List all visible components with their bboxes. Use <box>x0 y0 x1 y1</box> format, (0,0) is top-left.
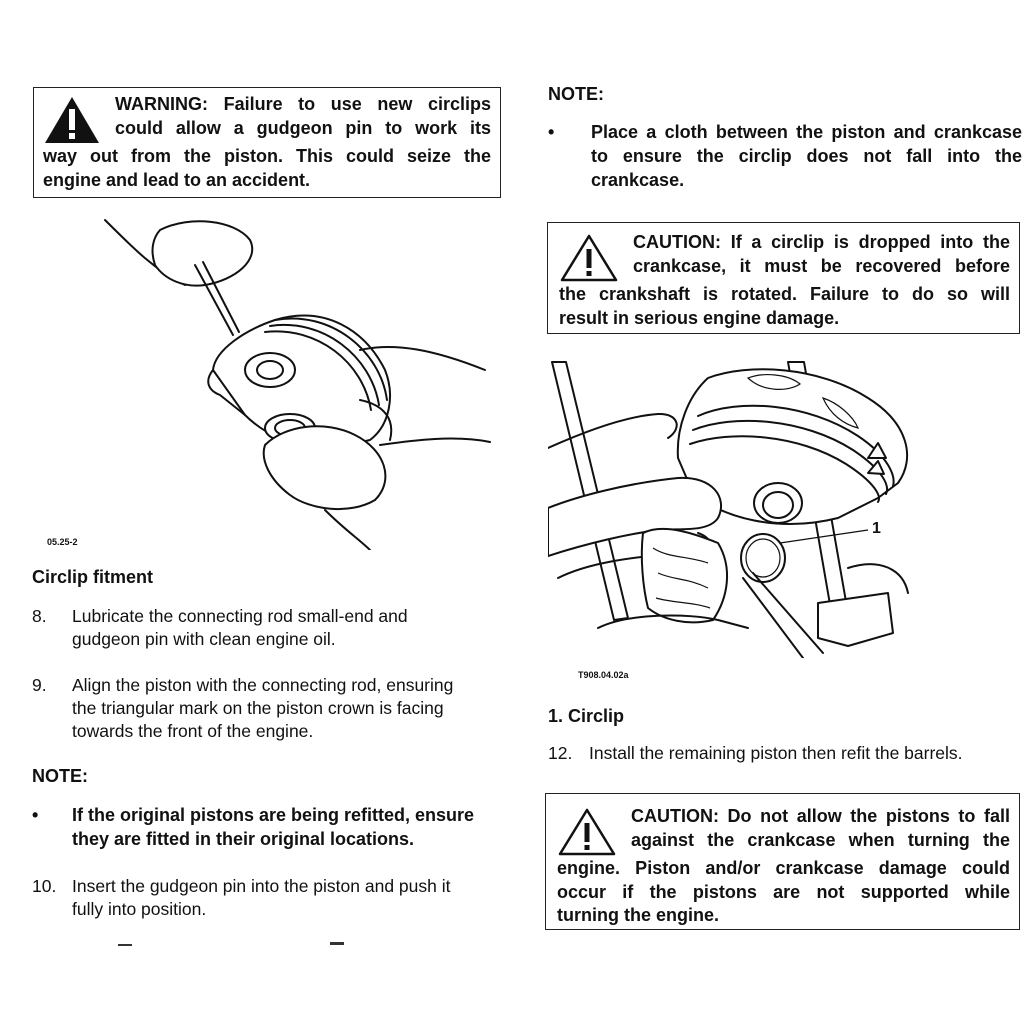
figure2-legend: 1. Circlip <box>548 706 625 726</box>
step-8-line-2: gudgeon pin with clean engine oil. <box>72 629 336 649</box>
caution1-line-1: CAUTION: If a circlip is dropped into the <box>633 232 1010 252</box>
step-9-line-3: towards the front of the engine. <box>72 721 314 741</box>
right-note-line-2: to ensure the circlip does not fall into the <box>591 146 1022 166</box>
scan-mark <box>118 944 132 946</box>
step-9 <box>32 674 502 746</box>
left-note-heading: NOTE: <box>32 766 88 786</box>
step-8-line-1: Lubricate the connecting rod small-end and <box>72 606 408 626</box>
section-title: Circlip fitment <box>32 567 154 587</box>
caution-triangle-icon <box>559 233 619 283</box>
caution2-line-5: turning the engine. <box>557 905 719 925</box>
caution2-line-2: against the crankcase when turning the <box>631 829 1010 850</box>
step-12 <box>548 742 1018 767</box>
scan-mark <box>330 942 344 945</box>
circlip-fitment-illustration <box>95 210 505 550</box>
caution1-line-4: result in serious engine damage. <box>559 307 840 328</box>
right-note-heading: NOTE: <box>548 84 604 104</box>
warning-triangle-icon <box>43 95 101 145</box>
step-8 <box>32 605 502 655</box>
caution2-line-4: occur if the pistons are not supported while <box>557 881 1010 902</box>
step-9-number: 9. <box>32 675 47 695</box>
step-10-line-1: Insert the gudgeon pin into the piston and push it <box>72 876 451 896</box>
left-note-line-1: If the original pistons are being refitted, ensure <box>72 805 475 825</box>
caution1-line-3: the crankshaft is rotated. Failure to do so will <box>559 284 1010 304</box>
caution2-line-3: engine. Piston and/or crankcase damage could <box>557 858 1010 878</box>
step-10-number: 10. <box>32 876 57 896</box>
warning-line-1: WARNING: Failure to use new circlips <box>115 94 491 114</box>
figure1-code: 05.25-2 <box>47 537 78 547</box>
warning-line-3: way out from the piston. This could seize the <box>43 146 491 166</box>
left-note-line-2: they are fitted in their original locations. <box>72 829 415 849</box>
bullet-dot: • <box>32 805 39 825</box>
right-note-bullet <box>548 120 1022 195</box>
left-note-bullet <box>32 803 502 853</box>
step-10 <box>32 875 502 925</box>
caution-box-1 <box>547 222 1020 334</box>
caution-triangle-icon <box>557 807 617 857</box>
caution1-line-2: crankcase, it must be recovered before <box>633 255 1010 276</box>
step-12-number: 12. <box>548 743 573 763</box>
step-12-text: Install the remaining piston then refit the barrels. <box>589 743 963 763</box>
caution2-line-1: CAUTION: Do not allow the pistons to fall <box>631 806 1010 826</box>
figure2-code: T908.04.02a <box>578 670 629 680</box>
step-8-number: 8. <box>32 606 47 626</box>
right-note-line-3: crankcase. <box>591 170 685 190</box>
step-9-line-2: the triangular mark on the piston crown is facing <box>72 698 444 718</box>
step-9-line-1: Align the piston with the connecting rod, ensuring <box>72 675 454 695</box>
right-note-line-1: Place a cloth between the piston and crankcase <box>591 122 1022 142</box>
caution-box-2 <box>545 793 1020 930</box>
figure2-callout-1: 1 <box>872 520 881 537</box>
warning-line-4: engine and lead to an accident. <box>43 169 311 190</box>
warning-box <box>33 87 501 198</box>
warning-line-2: could allow a gudgeon pin to work its <box>115 117 491 138</box>
step-10-line-2: fully into position. <box>72 899 207 919</box>
bullet-dot: • <box>548 122 555 142</box>
piston-circlip-illustration <box>548 358 918 658</box>
